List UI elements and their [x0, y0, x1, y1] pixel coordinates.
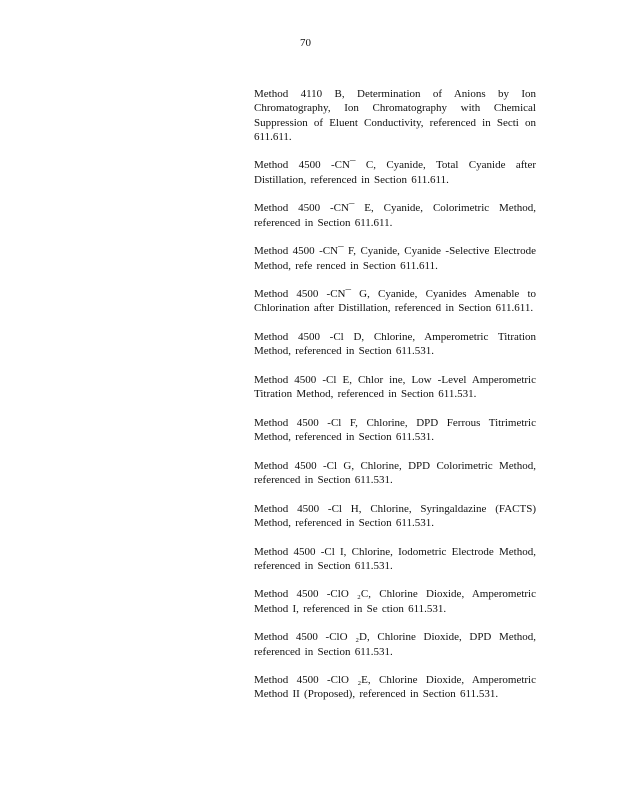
method-entry-4500-cl-f: Method 4500 -Cl F, Chlorine, DPD Ferrous Titrimetric Method, referenced in Section 611.531.	[254, 416, 536, 444]
method-entry-4500-clo2-d: Method 4500 -ClO ₂D, Chlorine Dioxide, DPD Method, referenced in Section 611.531.	[254, 631, 536, 658]
method-entry-4500-cl-d: Method 4500 -Cl D, Chlorine, Amperometric Titration Method, referenced in Section 611.531.	[254, 331, 536, 358]
method-entry-4500-clo2-c: Method 4500 -ClO ₂C, Chlorine Dioxide, Amperometric Method I, referenced in Se ction 611.531.	[254, 588, 536, 615]
method-reference-list	[254, 87, 536, 716]
method-entry-4500-cl-h: Method 4500 -Cl H, Chlorine, Syringaldazine (FACTS) Method, referenced in Section 611.531.	[254, 502, 536, 529]
method-entry-4500-cl-g: Method 4500 -Cl G, Chlorine, DPD Colorimetric Method, referenced in Section 611.531.	[254, 459, 536, 487]
method-entry-4500-cl-e: Method 4500 -Cl E, Chlor ine, Low -Level Amperometric Titration Method, referenced in Section 611.531.	[254, 373, 536, 401]
method-entry-4110b: Method 4110 B, Determination of Anions by Ion Chromatography, Ion Chromatography with Chemical Suppression of Eluent Conductivity, referenced in Secti on 611.611.	[254, 88, 536, 143]
method-entry-4500-cn-f: Method 4500 -CN¯ F, Cyanide, Cyanide -Selective Electrode Method, refe renced in Section 611.611.	[254, 245, 536, 272]
method-entry-4500-cl-i: Method 4500 -Cl I, Chlorine, Iodometric Electrode Method, referenced in Section 611.531.	[254, 545, 536, 572]
method-entry-4500-cn-g: Method 4500 -CN¯ G, Cyanide, Cyanides Amenable to Chlorination after Distillation, referenced in Section 611.611.	[254, 288, 536, 315]
method-entry-4500-clo2-e: Method 4500 -ClO ₂E, Chlorine Dioxide, Amperometric Method II (Proposed), referenced in Section 611.531.	[254, 674, 536, 701]
page-number: 70	[300, 37, 311, 49]
method-entry-4500-cn-c: Method 4500 -CN¯ C, Cyanide, Total Cyanide after Distillation, referenced in Section 611.611.	[254, 159, 536, 186]
method-entry-4500-cn-e: Method 4500 -CN¯ E, Cyanide, Colorimetric Method, referenced in Section 611.611.	[254, 202, 536, 229]
